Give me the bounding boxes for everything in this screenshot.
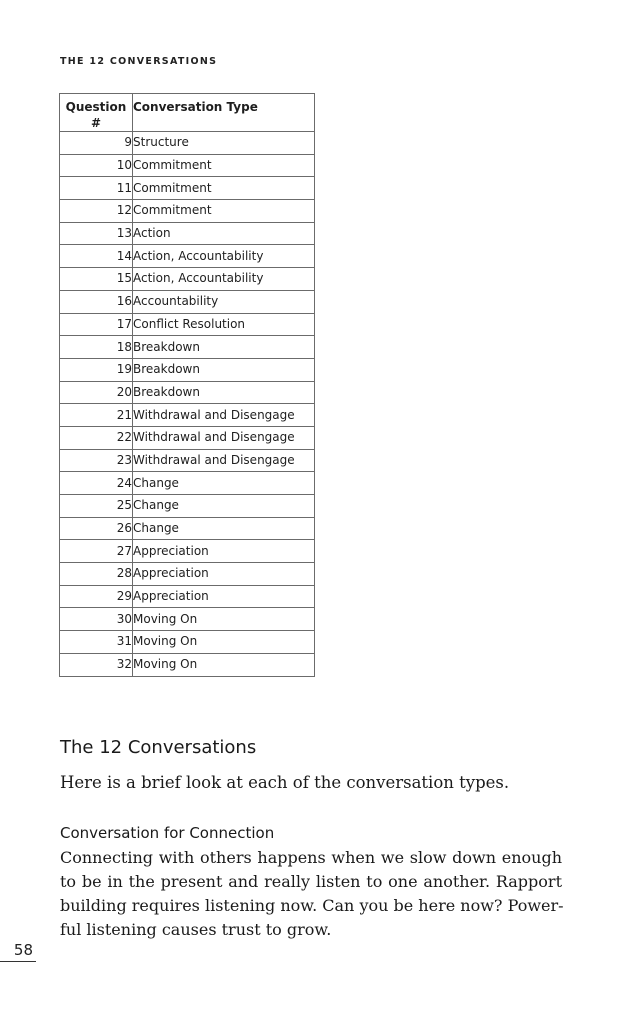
table-row xyxy=(60,177,315,200)
body-line: to be in the present and really listen to one another. Rapport xyxy=(60,872,562,891)
question-number: 32 xyxy=(60,653,133,676)
question-number: 11 xyxy=(60,177,133,200)
table-row xyxy=(60,200,315,223)
question-number: 30 xyxy=(60,608,133,631)
conversation-type: Breakdown xyxy=(133,381,315,404)
table-row xyxy=(60,154,315,177)
conversation-type: Action xyxy=(133,222,315,245)
conversation-type: Appreciation xyxy=(133,540,315,563)
table-row xyxy=(60,245,315,268)
question-number: 27 xyxy=(60,540,133,563)
conversation-type: Breakdown xyxy=(133,358,315,381)
question-number: 23 xyxy=(60,449,133,472)
body-line: Connecting with others happens when we slow down enough xyxy=(60,848,562,867)
conversation-type: Withdrawal and Disengage xyxy=(133,449,315,472)
conversation-type: Change xyxy=(133,517,315,540)
table-row xyxy=(60,631,315,654)
conversation-type: Commitment xyxy=(133,200,315,223)
header-question-label: Question # xyxy=(65,100,127,130)
table-row xyxy=(60,404,315,427)
table-row xyxy=(60,608,315,631)
table-row xyxy=(60,653,315,676)
question-number: 12 xyxy=(60,200,133,223)
conversation-type: Action, Accountability xyxy=(133,268,315,291)
running-head: THE 12 CONVERSATIONS xyxy=(60,56,218,67)
conversation-type: Moving On xyxy=(133,608,315,631)
question-number: 20 xyxy=(60,381,133,404)
section-heading: The 12 Conversations xyxy=(60,737,257,758)
conversation-type: Change xyxy=(133,472,315,495)
conversation-type: Commitment xyxy=(133,177,315,200)
table-row xyxy=(60,472,315,495)
question-number: 19 xyxy=(60,358,133,381)
table-row xyxy=(60,381,315,404)
conversation-type: Moving On xyxy=(133,653,315,676)
question-number: 28 xyxy=(60,563,133,586)
conversation-type: Accountability xyxy=(133,290,315,313)
question-number: 31 xyxy=(60,631,133,654)
question-number: 25 xyxy=(60,495,133,518)
question-number: 29 xyxy=(60,585,133,608)
conversation-type: Change xyxy=(133,495,315,518)
table-header-row xyxy=(60,94,315,132)
question-number: 9 xyxy=(60,132,133,155)
table-row xyxy=(60,517,315,540)
body-line: building requires listening now. Can you be here now? Power- xyxy=(60,896,564,915)
question-number: 15 xyxy=(60,268,133,291)
header-question-number xyxy=(60,94,133,132)
conversation-type: Commitment xyxy=(133,154,315,177)
conversation-type: Withdrawal and Disengage xyxy=(133,426,315,449)
conversation-type: Moving On xyxy=(133,631,315,654)
table-row xyxy=(60,426,315,449)
table-row xyxy=(60,313,315,336)
table-row xyxy=(60,449,315,472)
question-conversation-table xyxy=(59,93,315,677)
question-number: 26 xyxy=(60,517,133,540)
question-number: 24 xyxy=(60,472,133,495)
question-number: 22 xyxy=(60,426,133,449)
conversation-type: Breakdown xyxy=(133,336,315,359)
table-row xyxy=(60,358,315,381)
table-row xyxy=(60,336,315,359)
table-row xyxy=(60,222,315,245)
intro-sentence: Here is a brief look at each of the conversation types. xyxy=(60,773,510,792)
conversation-type: Appreciation xyxy=(133,563,315,586)
question-number: 14 xyxy=(60,245,133,268)
sub-heading-connection: Conversation for Connection xyxy=(60,824,275,842)
question-number: 18 xyxy=(60,336,133,359)
question-number: 17 xyxy=(60,313,133,336)
table-row xyxy=(60,563,315,586)
conversation-type: Conflict Resolution xyxy=(133,313,315,336)
table-row xyxy=(60,268,315,291)
question-number: 13 xyxy=(60,222,133,245)
conversation-type: Structure xyxy=(133,132,315,155)
table-row xyxy=(60,585,315,608)
page-number: 58 xyxy=(0,941,36,962)
header-conversation-type: Conversation Type xyxy=(133,94,315,132)
table-row xyxy=(60,495,315,518)
conversation-type: Withdrawal and Disengage xyxy=(133,404,315,427)
body-paragraph xyxy=(60,846,562,942)
table-row xyxy=(60,540,315,563)
conversation-type: Action, Accountability xyxy=(133,245,315,268)
question-number: 16 xyxy=(60,290,133,313)
table-row xyxy=(60,290,315,313)
question-number: 10 xyxy=(60,154,133,177)
body-line: ful listening causes trust to grow. xyxy=(60,920,332,939)
table-row xyxy=(60,132,315,155)
question-number: 21 xyxy=(60,404,133,427)
conversation-type: Appreciation xyxy=(133,585,315,608)
